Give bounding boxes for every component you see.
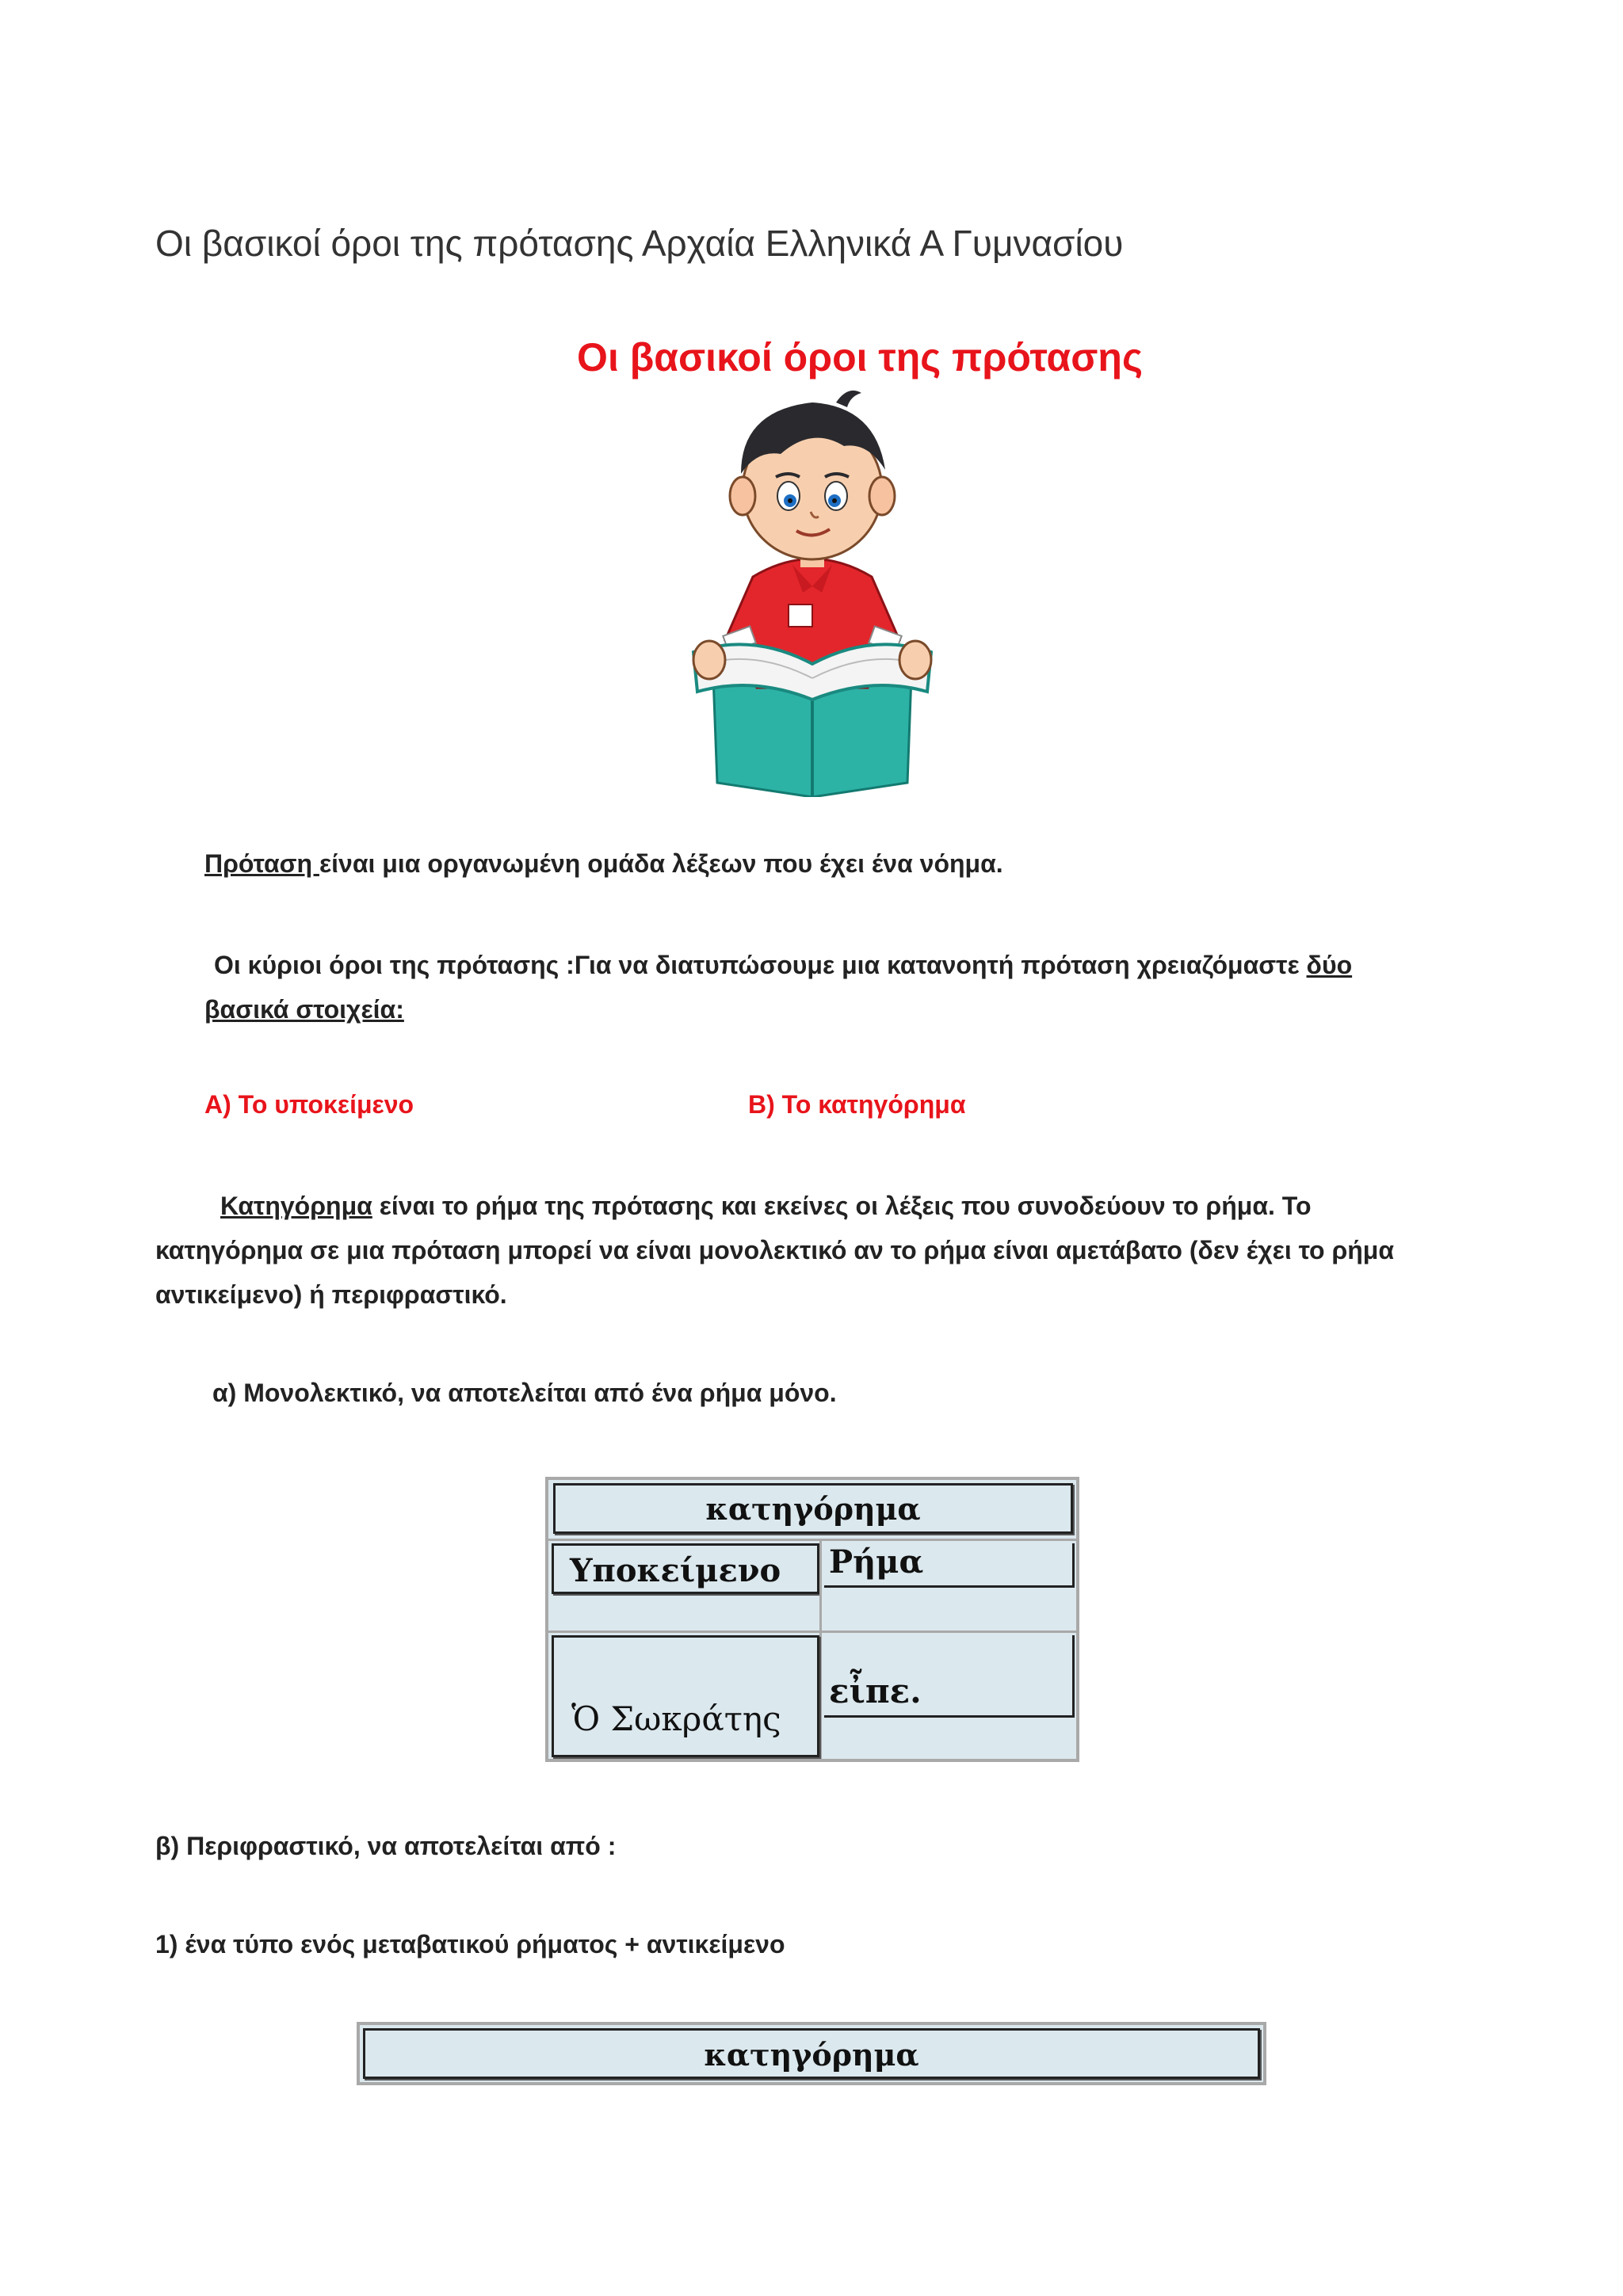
main-terms-two: δύο (1306, 951, 1353, 979)
term-predicate: Β) Το κατηγόρημα (748, 1090, 966, 1119)
predicate-definition-rest: είναι το ρήμα της πρότασης και εκείνες οι λέξεις που συνοδεύουν το ρήμα. Το (372, 1192, 1312, 1220)
table2-header-predicate: κατηγόρημα (363, 2028, 1260, 2079)
table-col-subject: Υποκείμενο (552, 1543, 819, 1594)
table-example-subject (552, 1635, 819, 1757)
table-header-predicate: κατηγόρημα (553, 1483, 1073, 1534)
sentence-term: Πρόταση (204, 849, 319, 878)
predicate-definition-line-2: κατηγόρημα σε μια πρόταση μπορεί να είναι μονολεκτικό αν το ρήμα είναι αμετάβατο (δεν έχει το ρήμα (155, 1236, 1395, 1264)
boy-reading-illustration (678, 379, 947, 797)
example-verb-text: εἶπε. (829, 1672, 922, 1711)
periphrastic-item-1: 1) ένα τύπο ενός μεταβατικού ρήματος + αντικείμενο (155, 1930, 785, 1958)
predicate-definition-line-1 (220, 1192, 1312, 1221)
document-title: Οι βασικοί όροι της πρότασης Αρχαία Ελληνικά Α Γυμνασίου (155, 223, 1124, 264)
predicate-definition-line-3: αντικείμενο) ή περιφραστικό. (155, 1280, 507, 1309)
main-terms-line-1 (214, 951, 1352, 980)
table-example-verb (824, 1635, 1075, 1718)
main-terms-basic-elements: βασικά στοιχεία: (204, 995, 404, 1024)
page-heading: Οι βασικοί όροι της πρότασης (577, 335, 1143, 379)
sentence-definition (204, 849, 1003, 879)
single-word-predicate: α) Μονολεκτικό, να αποτελείται από ένα ρήμα μόνο. (212, 1379, 837, 1407)
predicate-table-periphrastic (357, 2022, 1266, 2085)
predicate-table-single (545, 1477, 1079, 1762)
term-subject: Α) Το υποκείμενο (204, 1090, 414, 1119)
example-subject-text: Ὁ Σωκράτης (571, 1699, 781, 1738)
predicate-term: Κατηγόρημα (220, 1192, 372, 1220)
main-terms-intro: Οι κύριοι όροι της πρότασης :Για να διατυπώσουμε μια κατανοητή πρόταση χρειαζόμαστε (214, 951, 1307, 979)
table-col-verb: Ρήμα (824, 1543, 1075, 1588)
sentence-definition-text: είναι μια οργανωμένη ομάδα λέξεων που έχει ένα νόημα. (319, 849, 1003, 878)
periphrastic-predicate: β) Περιφραστικό, να αποτελείται από : (155, 1832, 617, 1860)
